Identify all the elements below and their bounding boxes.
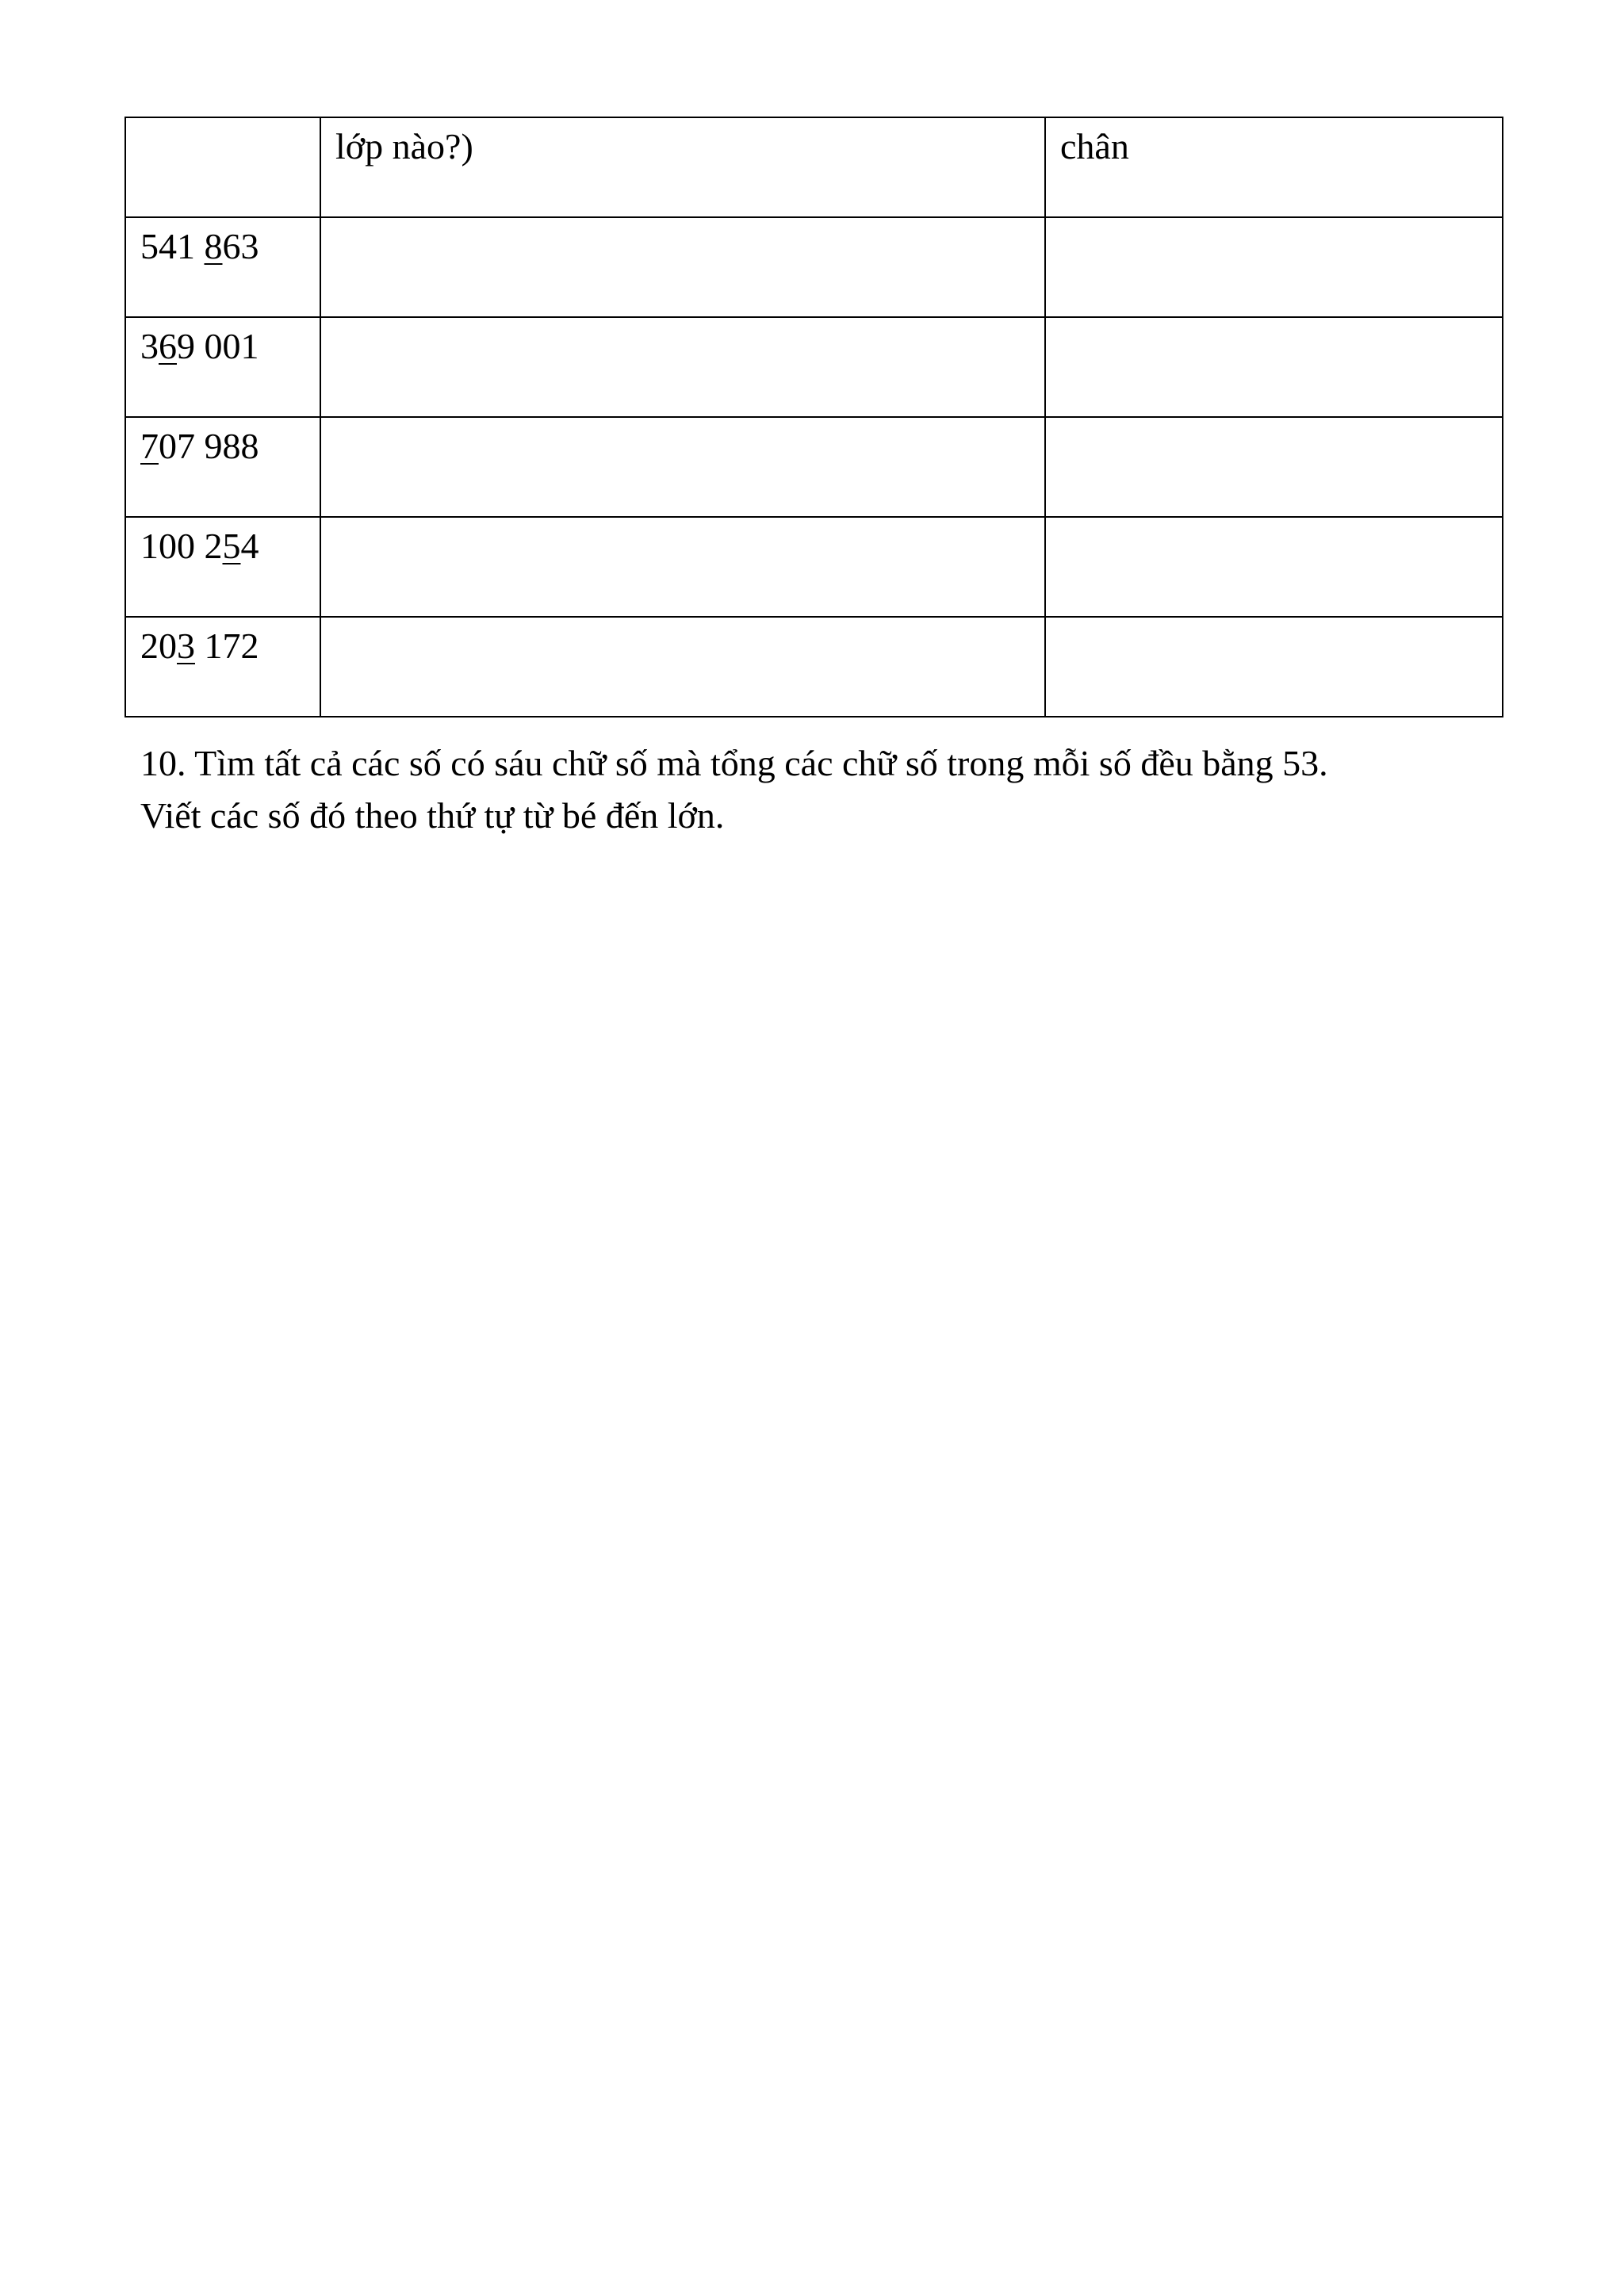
number-suffix: 4 [240, 526, 259, 566]
number-cell [125, 617, 320, 717]
answer-cell-parity[interactable] [1045, 517, 1503, 617]
answer-cell-parity[interactable] [1045, 217, 1503, 317]
number-suffix: 9 001 [177, 326, 259, 366]
number-suffix: 172 [195, 626, 259, 666]
underlined-digit: 6 [159, 326, 177, 366]
number-cell [125, 417, 320, 517]
underlined-digit: 7 [140, 426, 159, 466]
underlined-digit: 8 [204, 226, 223, 266]
number-prefix: 20 [140, 626, 177, 666]
number-suffix: 07 988 [159, 426, 259, 466]
number-prefix: 541 [140, 226, 205, 266]
question-line-1: 10. Tìm tất cả các số có sáu chữ số mà tổng các chữ số trong mỗi số đều bằng 53. [140, 743, 1328, 783]
number-suffix: 63 [222, 226, 259, 266]
table-row [125, 217, 1503, 317]
question-line-2: Viết các số đó theo thứ tự từ bé đến lớn. [140, 795, 725, 836]
question-10 [140, 737, 1584, 842]
number-prefix: 3 [140, 326, 159, 366]
answer-cell-class[interactable] [320, 217, 1045, 317]
answer-cell-parity[interactable] [1045, 617, 1503, 717]
answer-cell-parity[interactable] [1045, 417, 1503, 517]
underlined-digit: 3 [177, 626, 195, 666]
number-cell [125, 317, 320, 417]
header-cell-class: lớp nào?) [320, 117, 1045, 217]
table-header-row [125, 117, 1503, 217]
header-cell-number [125, 117, 320, 217]
answer-cell-parity[interactable] [1045, 317, 1503, 417]
answer-cell-class[interactable] [320, 317, 1045, 417]
answer-cell-class[interactable] [320, 617, 1045, 717]
answer-cell-class[interactable] [320, 417, 1045, 517]
digit-value-table [124, 117, 1503, 718]
number-cell [125, 217, 320, 317]
number-prefix: 100 2 [140, 526, 223, 566]
table-row [125, 317, 1503, 417]
table-row [125, 417, 1503, 517]
number-cell [125, 517, 320, 617]
table-row [125, 617, 1503, 717]
table-row [125, 517, 1503, 617]
underlined-digit: 5 [222, 526, 241, 566]
header-cell-parity: chân [1045, 117, 1503, 217]
answer-cell-class[interactable] [320, 517, 1045, 617]
